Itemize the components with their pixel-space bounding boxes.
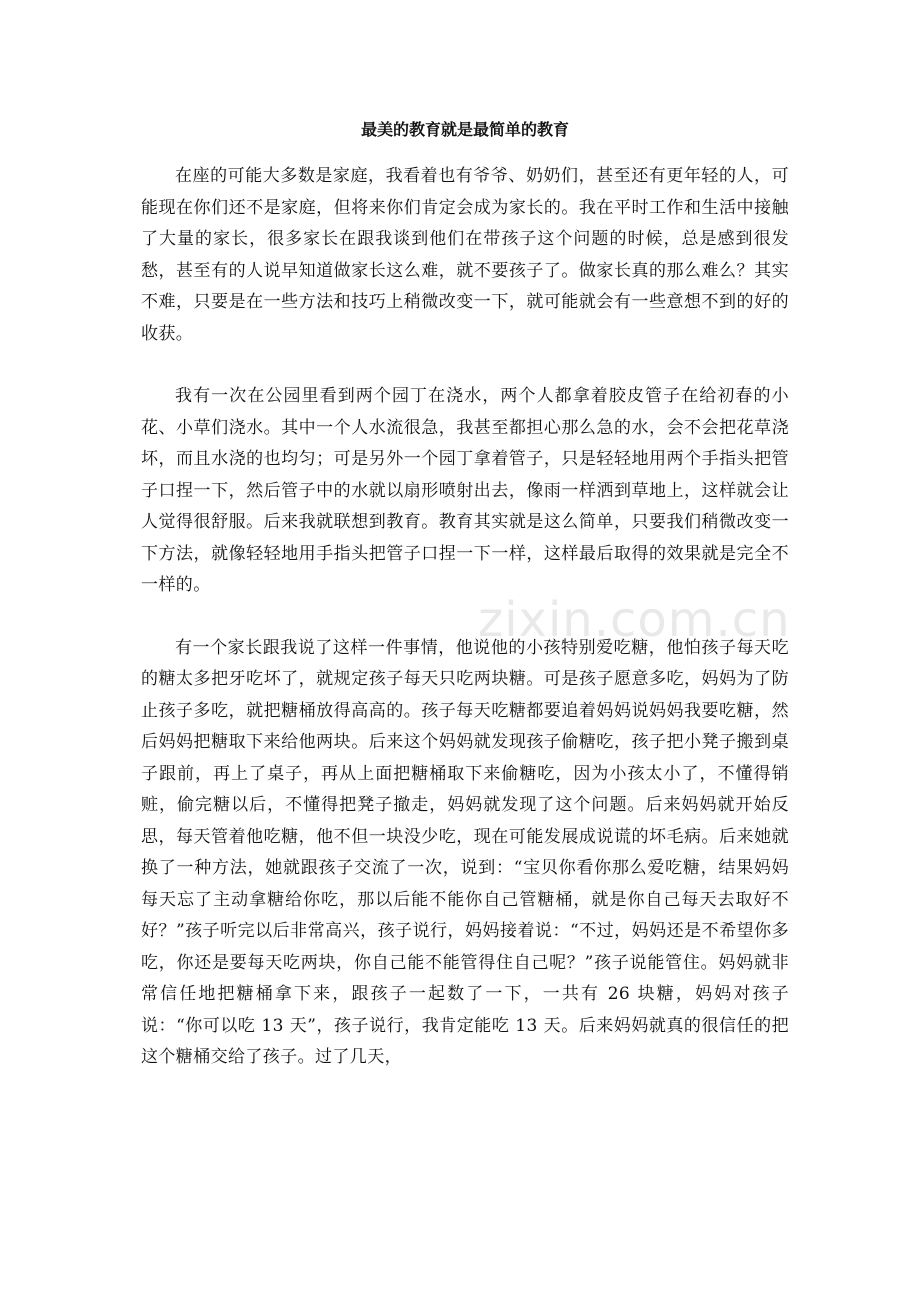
paragraph-3: 有一个家长跟我说了这样一件事情，他说他的小孩特别爱吃糖，他怕孩子每天吃的糖太多把牙吃坏了，就规定孩子每天只吃两块糖。可是孩子愿意多吃，妈妈为了防止孩子多吃，就把糖桶放得高高的。孩子每天吃糖都要追着妈妈说妈妈我要吃糖，然后妈妈把糖取下来给他两块。后来这个妈妈就发现孩子偷糖吃，孩子把小凳子搬到桌子跟前，再上了桌子，再从上面把糖桶取下来偷糖吃，因为小孩太小了，不懂得销赃，偷完糖以后，不懂得把凳子撤走，妈妈就发现了这个问题。后来妈妈就开始反思，每天管着他吃糖，他不但一块没少吃，现在可能发展成说谎的坏毛病。后来她就换了一种方法，她就跟孩子交流了一次，说到：“宝贝你看你那么爱吃糖，结果妈妈每天忘了主动拿糖给你吃，那以后能不能你自己管糖桶，就是你自己每天去取好不好？”孩子听完以后非常高兴，孩子说行，妈妈接着说：“不过，妈妈还是不希望你多吃，你还是要每天吃两块，你自己能不能管得住自己呢？”孩子说能管住。妈妈就非常信任地把糖桶拿下来，跟孩子一起数了一下，一共有 26 块糖，妈妈对孩子说：“你可以吃 13 天”，孩子说行，我肯定能吃 13 天。后来妈妈就真的很信任的把这个糖桶交给了孩子。过了几天， (141, 637, 789, 1067)
document-body (141, 117, 789, 1105)
paragraph-2: 我有一次在公园里看到两个园丁在浇水，两个人都拿着胶皮管子在给初春的小花、小草们浇水。其中一个人水流很急，我甚至都担心那么急的水，会不会把花草浇坏，而且水浇的也均匀；可是另外一个园丁拿着管子，只是轻轻地用两个手指头把管子口捏一下，然后管子中的水就以扇形喷射出去，像雨一样洒到草地上，这样就会让人觉得很舒服。后来我就联想到教育。教育其实就是这么简单，只要我们稍微改变一下方法，就像轻轻地用手指头把管子口捏一下一样，这样最后取得的效果就是完全不一样的。 (141, 386, 789, 595)
document-title: 最美的教育就是最简单的教育 (360, 120, 569, 139)
watermark: zixin.com.cn (478, 592, 791, 648)
paragraph-1: 在座的可能大多数是家庭，我看着也有爷爷、奶奶们，甚至还有更年轻的人，可能现在你们还不是家庭，但将来你们肯定会成为家长的。我在平时工作和生活中接触了大量的家长，很多家长在跟我谈到他们在带孩子这个问题的时候，总是感到很发愁，甚至有的人说早知道做家长这么难，就不要孩子了。做家长真的那么难么？其实不难，只要是在一些方法和技巧上稍微改变一下，就可能就会有一些意想不到的好的收获。 (141, 166, 789, 344)
